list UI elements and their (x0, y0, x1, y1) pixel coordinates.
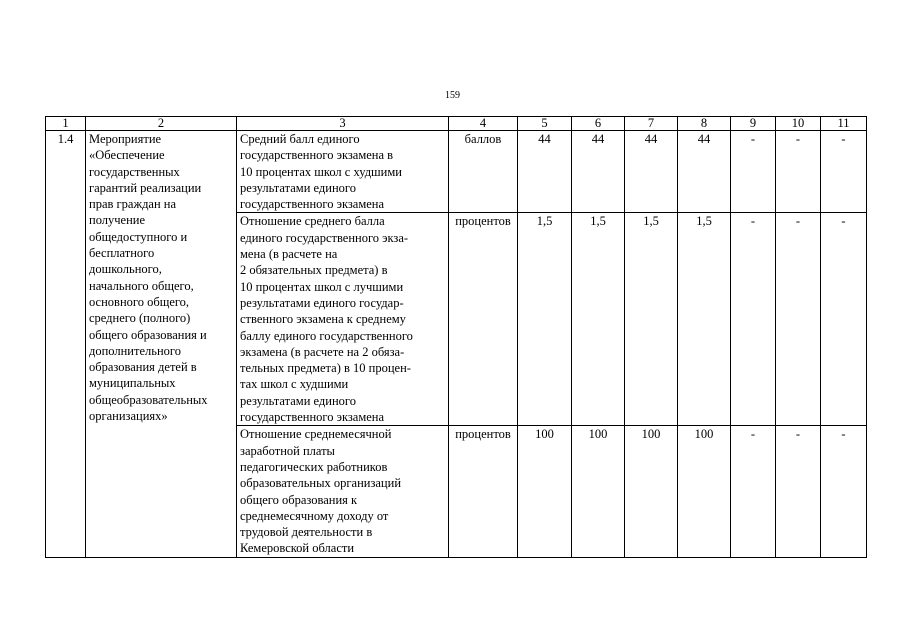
indicator-line: тах школ с худшими (240, 377, 349, 392)
activity-line: прав граждан на (89, 197, 177, 212)
activity-line: гарантий реализации (89, 180, 202, 195)
column-header: 11 (821, 117, 867, 131)
value-cell: 100 (678, 426, 731, 557)
value-cell: 44 (625, 131, 678, 213)
indicator-line: общего образования к (240, 492, 358, 507)
value-cell: 44 (518, 131, 572, 213)
activity-line: образования детей в (89, 360, 197, 375)
indicator-line: единого государственного экза- (240, 230, 409, 245)
dash-cell: - (731, 426, 776, 557)
value-cell: 100 (572, 426, 625, 557)
unit-cell: баллов (449, 131, 518, 213)
activity-line: бесплатного (89, 246, 155, 261)
column-header: 10 (776, 117, 821, 131)
value-cell: 1,5 (572, 213, 625, 426)
column-header: 9 (731, 117, 776, 131)
table-row (46, 131, 867, 213)
activity-line: общего образования и (89, 327, 207, 342)
dash-cell: - (821, 426, 867, 557)
indicator-line: экзамена (в расчете на 2 обяза- (240, 344, 405, 359)
indicator-line: мена (в расчете на (240, 247, 338, 262)
column-header: 2 (86, 117, 237, 131)
indicator-line: Отношение среднемесячной (240, 427, 392, 442)
indicator-line: Отношение среднего балла (240, 214, 385, 229)
indicator-line: государственного экзамена (240, 410, 385, 425)
activity-name (86, 131, 237, 558)
activity-line: начального общего, (89, 278, 194, 293)
activity-line: общедоступного и (89, 229, 188, 244)
activity-line: дошкольного, (89, 262, 162, 277)
indicator-line: Средний балл единого (240, 132, 360, 146)
dash-cell: - (821, 131, 867, 213)
activity-line: государственных (89, 164, 180, 179)
indicator-line: результатами единого (240, 393, 356, 408)
indicator-line: образовательных организаций (240, 476, 402, 491)
indicator-name (237, 426, 449, 557)
column-header: 7 (625, 117, 678, 131)
indicator-line: 10 процентах школ с лучшими (240, 279, 404, 294)
activity-line: получение (89, 213, 146, 228)
activity-line: дополнительного (89, 343, 181, 358)
indicator-name (237, 213, 449, 426)
indicator-line: результатами единого государ- (240, 295, 404, 310)
value-cell: 100 (625, 426, 678, 557)
column-header: 5 (518, 117, 572, 131)
value-cell: 44 (572, 131, 625, 213)
activity-line: муниципальных (89, 376, 176, 391)
value-cell: 44 (678, 131, 731, 213)
indicator-line: заработной платы (240, 443, 335, 458)
column-header: 6 (572, 117, 625, 131)
dash-cell: - (776, 213, 821, 426)
indicator-line: результатами единого (240, 180, 356, 195)
indicator-name (237, 131, 449, 213)
indicator-line: государственного экзамена (240, 197, 385, 212)
indicator-line: ственного экзамена к среднему (240, 312, 406, 327)
indicator-line: 2 обязательных предмета) в (240, 263, 388, 278)
row-number: 1.4 (46, 131, 86, 558)
column-header: 8 (678, 117, 731, 131)
activity-line: организациях» (89, 409, 168, 424)
column-header: 1 (46, 117, 86, 131)
header-row (46, 117, 867, 131)
activity-line: «Обеспечение (89, 148, 165, 163)
dash-cell: - (776, 131, 821, 213)
indicator-line: Кемеровской области (240, 541, 355, 556)
value-cell: 1,5 (625, 213, 678, 426)
column-header: 3 (237, 117, 449, 131)
indicator-line: баллу единого государственного (240, 328, 413, 343)
indicator-line: трудовой деятельности в (240, 525, 373, 540)
activity-line: среднего (полного) (89, 311, 191, 326)
activity-line: Мероприятие (89, 132, 162, 146)
indicator-line: тельных предмета) в 10 процен- (240, 361, 411, 376)
activity-line: общеобразовательных (89, 392, 208, 407)
value-cell: 100 (518, 426, 572, 557)
column-header: 4 (449, 117, 518, 131)
activity-line: основного общего, (89, 294, 190, 309)
unit-cell: процентов (449, 213, 518, 426)
value-cell: 1,5 (678, 213, 731, 426)
page-number: 159 (445, 90, 460, 101)
unit-cell: процентов (449, 426, 518, 557)
indicator-line: государственного экзамена в (240, 148, 394, 163)
value-cell: 1,5 (518, 213, 572, 426)
indicator-line: среднемесячному доходу от (240, 508, 389, 523)
indicator-line: педагогических работников (240, 459, 388, 474)
indicator-line: 10 процентах школ с худшими (240, 164, 402, 179)
indicators-table (45, 116, 867, 558)
dash-cell: - (821, 213, 867, 426)
dash-cell: - (776, 426, 821, 557)
dash-cell: - (731, 131, 776, 213)
dash-cell: - (731, 213, 776, 426)
